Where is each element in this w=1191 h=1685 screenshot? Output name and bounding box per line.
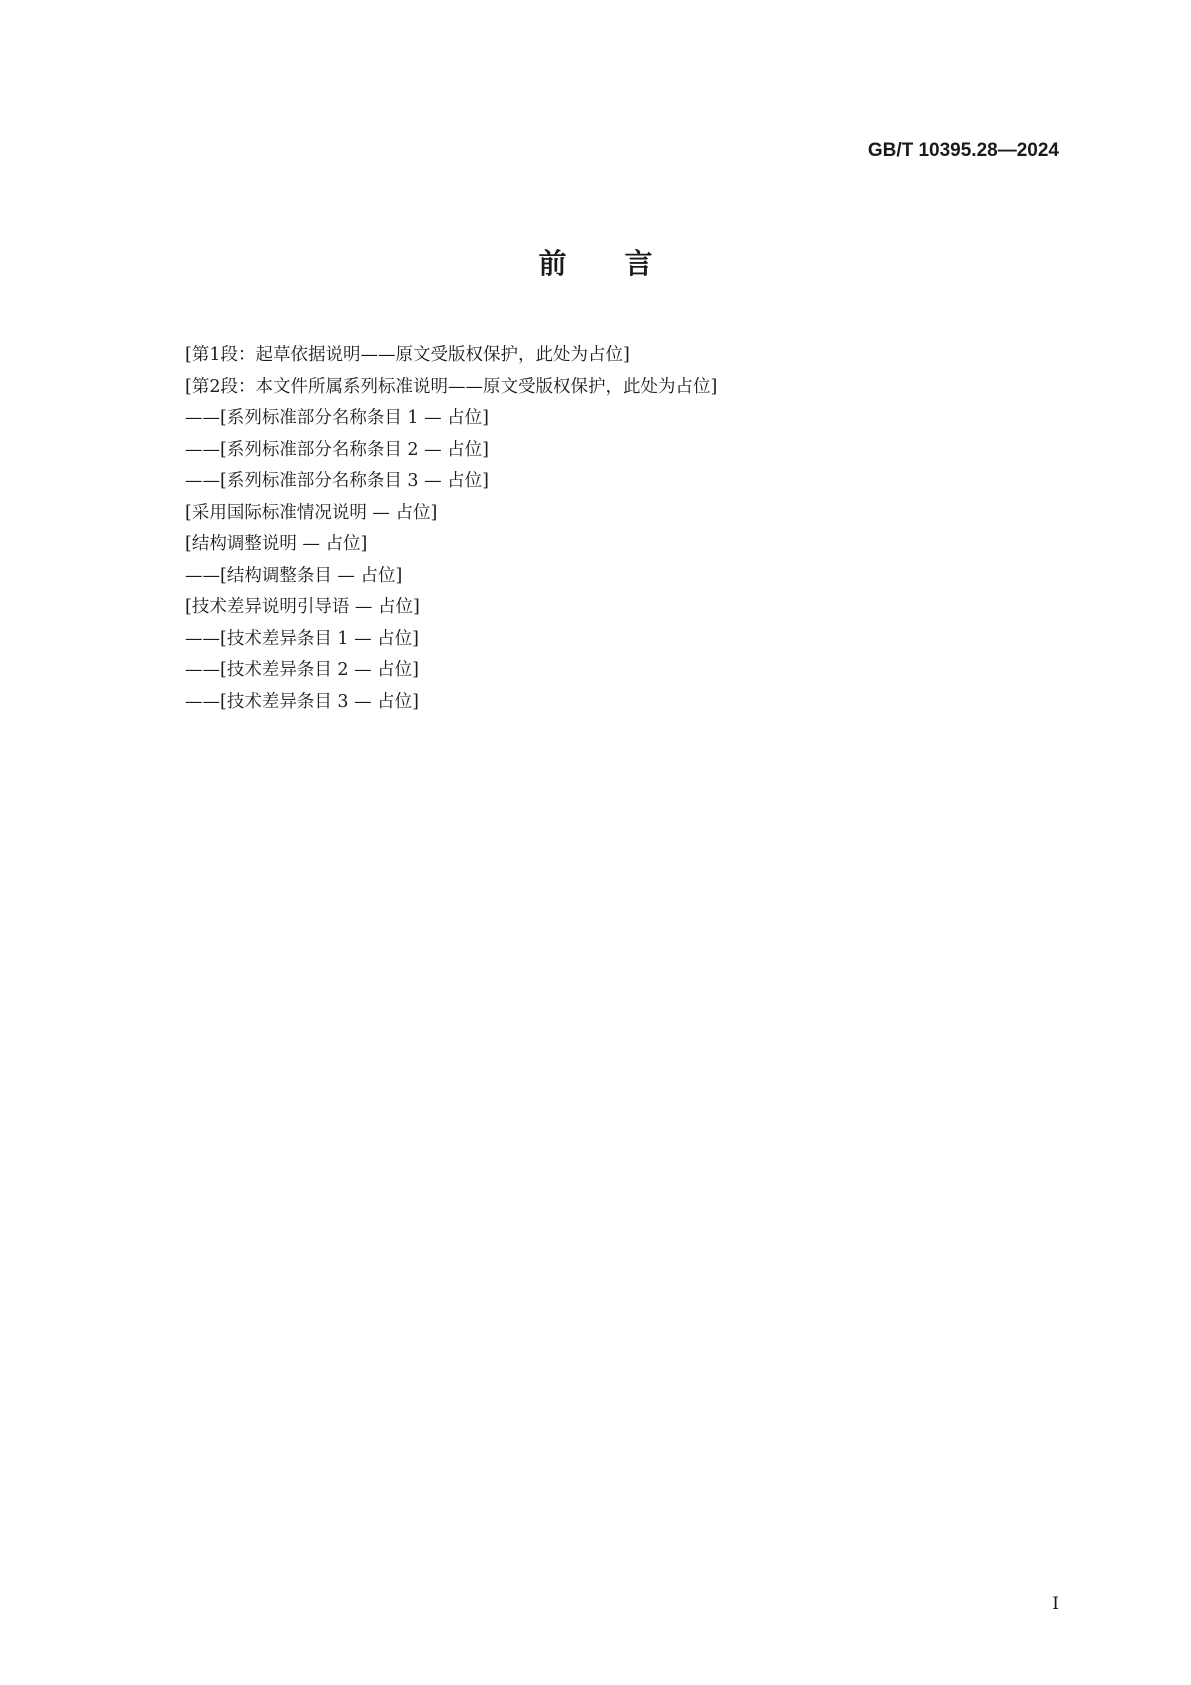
adoption-paragraph: [采用国际标准情况说明 — 占位] — [185, 502, 438, 523]
difference-item: ——[技术差异条目 1 — 占位] — [185, 628, 419, 649]
part-list — [150, 403, 1060, 498]
document-code: GB/T 10395.28—2024 — [867, 140, 1059, 161]
differences-intro: [技术差异说明引导语 — 占位] — [185, 597, 420, 617]
page-number: I — [1052, 1594, 1059, 1614]
part-list-item: ——[系列标准部分名称条目 3 — 占位] — [185, 471, 489, 491]
structure-change-list — [150, 561, 1060, 593]
adoption-paragraph: [结构调整说明 — 占位] — [185, 534, 368, 554]
intro-paragraph: [第2段：本文件所属系列标准说明——原文受版权保护，此处为占位] — [185, 376, 718, 397]
page-title: 前言 — [538, 247, 711, 280]
body-text — [150, 340, 1060, 718]
part-list-item: ——[系列标准部分名称条目 2 — 占位] — [185, 439, 489, 460]
intro-paragraph: [第1段：起草依据说明——原文受版权保护，此处为占位] — [185, 345, 630, 365]
part-list-item: ——[系列标准部分名称条目 1 — 占位] — [185, 408, 489, 428]
difference-list — [150, 624, 1060, 719]
structure-change-item: ——[结构调整条目 — 占位] — [185, 565, 403, 586]
difference-item: ——[技术差异条目 3 — 占位] — [185, 691, 419, 712]
difference-item: ——[技术差异条目 2 — 占位] — [185, 660, 419, 680]
